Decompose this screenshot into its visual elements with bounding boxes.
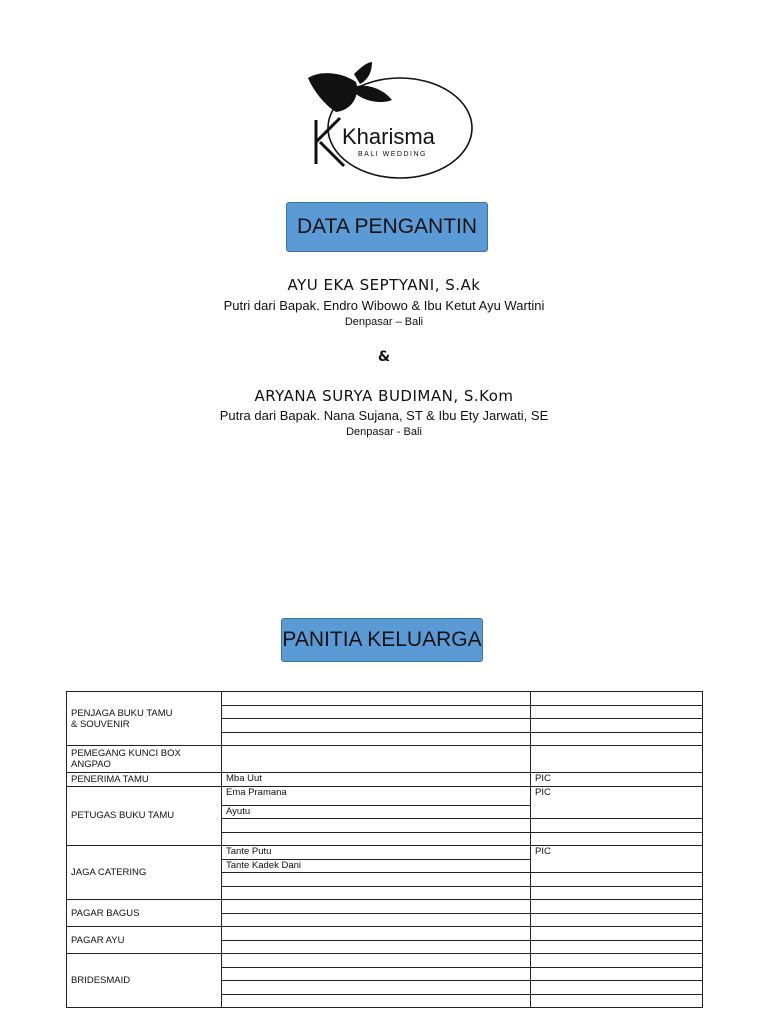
- name-cell: [222, 994, 531, 1008]
- table-row: [67, 927, 703, 941]
- name-cell: [222, 832, 531, 846]
- name-cell: [222, 913, 531, 927]
- note-cell: [531, 819, 703, 833]
- name-cell: Tante Kadek Dani: [222, 859, 531, 873]
- name-cell: [222, 900, 531, 914]
- name-cell: Mba Uut: [222, 773, 531, 787]
- name-cell: [222, 954, 531, 968]
- name-cell: [222, 746, 531, 773]
- note-cell: [531, 746, 703, 773]
- table-row: [67, 692, 703, 706]
- name-cell: [222, 819, 531, 833]
- note-cell: PIC: [531, 773, 703, 787]
- table-row: [67, 954, 703, 968]
- role-bridesmaid: BRIDESMAID: [67, 954, 222, 1008]
- data-pengantin-heading: DATA PENGANTIN: [286, 202, 488, 252]
- role-penerima-tamu: PENERIMA TAMU: [67, 773, 222, 787]
- name-cell: [222, 732, 531, 746]
- frangipani-leaf-icon: [300, 56, 480, 186]
- name-cell: [222, 940, 531, 954]
- bride-city: Denpasar – Bali: [344, 316, 424, 328]
- note-cell: [531, 913, 703, 927]
- note-cell: [531, 705, 703, 719]
- note-cell: [531, 719, 703, 733]
- role-jaga-catering: JAGA CATERING: [67, 846, 222, 900]
- logo-tagline-text: BALI WEDDING: [358, 151, 427, 158]
- table-row: [67, 746, 703, 773]
- note-cell: [531, 886, 703, 900]
- committee-table: [66, 691, 703, 1008]
- note-cell: PIC: [531, 846, 703, 873]
- groom-name: ARYANA SURYA BUDIMAN, S.Kom: [254, 387, 514, 405]
- note-cell: [531, 927, 703, 941]
- role-pagar-ayu: PAGAR AYU: [67, 927, 222, 954]
- name-cell: [222, 873, 531, 887]
- panitia-keluarga-heading: PANITIA KELUARGA: [281, 618, 483, 662]
- name-cell: [222, 981, 531, 995]
- groom-city: Denpasar - Bali: [346, 426, 422, 438]
- name-cell: [222, 927, 531, 941]
- note-cell: [531, 732, 703, 746]
- table-row: [67, 900, 703, 914]
- name-cell: [222, 692, 531, 706]
- note-cell: [531, 967, 703, 981]
- kharisma-logo: [300, 56, 480, 186]
- ampersand: &: [377, 349, 391, 365]
- note-cell: [531, 940, 703, 954]
- note-cell: [531, 954, 703, 968]
- name-cell: [222, 705, 531, 719]
- note-cell: [531, 692, 703, 706]
- name-cell: [222, 886, 531, 900]
- name-cell: [222, 719, 531, 733]
- note-cell: PIC: [531, 786, 703, 819]
- role-pagar-bagus: PAGAR BAGUS: [67, 900, 222, 927]
- logo-brand-text: Kharisma: [342, 124, 435, 149]
- role-pemegang-kunci: PEMEGANG KUNCI BOX ANGPAO: [67, 746, 222, 773]
- name-cell: [222, 967, 531, 981]
- role-petugas-buku-tamu: PETUGAS BUKU TAMU: [67, 786, 222, 846]
- groom-parents: Putra dari Bapak. Nana Sujana, ST & Ibu Ety Jarwati, SE: [219, 408, 549, 423]
- table-row: [67, 786, 703, 805]
- note-cell: [531, 873, 703, 887]
- table-row: [67, 773, 703, 787]
- bride-name: AYU EKA SEPTYANI, S.Ak: [287, 276, 481, 294]
- note-cell: [531, 994, 703, 1008]
- note-cell: [531, 981, 703, 995]
- note-cell: [531, 832, 703, 846]
- role-penjaga-buku-tamu: PENJAGA BUKU TAMU & SOUVENIR: [67, 692, 222, 746]
- name-cell: Tante Putu: [222, 846, 531, 860]
- name-cell: Ema Pramana: [222, 786, 531, 805]
- bride-parents: Putri dari Bapak. Endro Wibowo & Ibu Ketut Ayu Wartini: [223, 298, 545, 313]
- table-row: [67, 846, 703, 860]
- name-cell: Ayutu: [222, 805, 531, 819]
- note-cell: [531, 900, 703, 914]
